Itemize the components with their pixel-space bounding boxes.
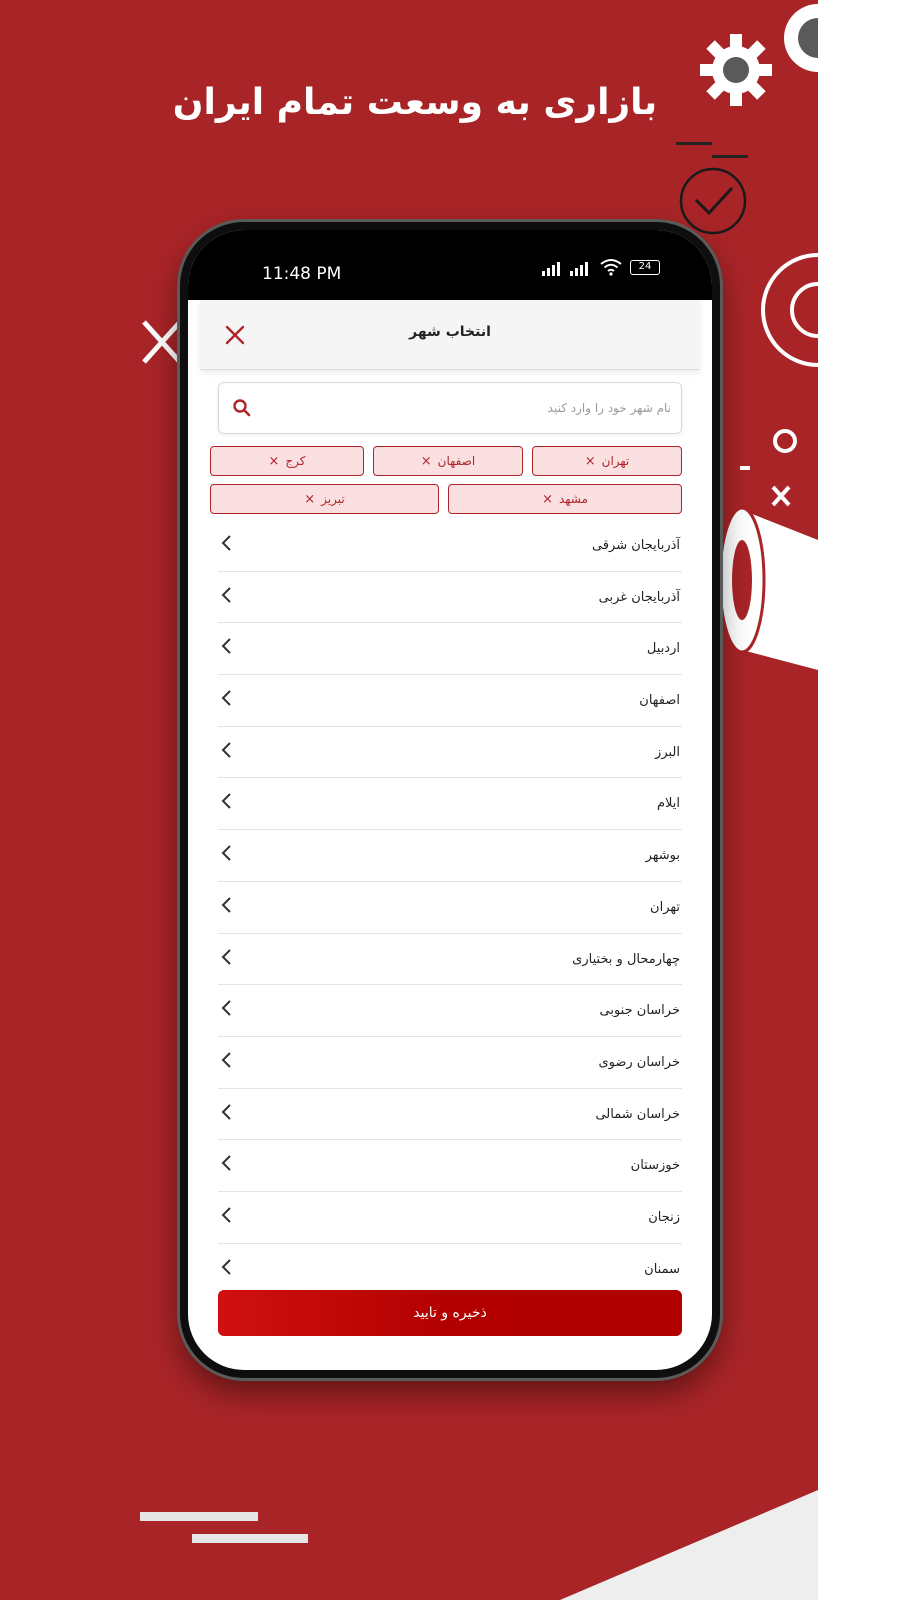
province-item[interactable] [218, 882, 682, 934]
province-label: خراسان جنوبی [599, 1003, 680, 1019]
signal-icon [570, 260, 592, 276]
province-label: زنجان [648, 1209, 680, 1225]
province-item[interactable] [218, 1089, 682, 1141]
remove-chip-icon[interactable]: × [304, 492, 316, 507]
background-white-strip [818, 0, 900, 1600]
chevron-left-icon [220, 1154, 234, 1172]
decor-line [140, 1512, 258, 1521]
province-item[interactable] [218, 830, 682, 882]
chevron-left-icon [220, 689, 234, 707]
province-label: خوزستان [630, 1158, 680, 1174]
province-label: آذربایجان غربی [598, 589, 680, 605]
search-input[interactable] [263, 391, 671, 425]
remove-chip-icon[interactable]: × [420, 454, 432, 469]
battery-level: 24 [638, 261, 652, 272]
selected-city-chip[interactable] [532, 446, 682, 476]
chip-label: کرج [285, 454, 306, 468]
chevron-left-icon [220, 844, 234, 862]
province-label: تهران [650, 899, 680, 915]
chip-label: تبریز [321, 492, 345, 506]
province-label: ایلام [656, 796, 680, 812]
gear-icon [770, 0, 818, 90]
x-mark-icon [140, 318, 184, 366]
selected-city-chip[interactable] [373, 446, 523, 476]
city-picker-screen [200, 300, 700, 1340]
province-label: چهارمحال و بختیاری [572, 951, 680, 967]
battery-icon [630, 260, 660, 275]
province-label: سمنان [644, 1261, 680, 1277]
province-item[interactable] [218, 623, 682, 675]
province-item[interactable] [218, 1037, 682, 1089]
chevron-left-icon [220, 1051, 234, 1069]
remove-chip-icon[interactable]: × [542, 492, 553, 507]
page-title: انتخاب شهر [409, 324, 491, 340]
phone-frame [180, 222, 720, 1378]
province-label: آذربایجان شرقی [591, 538, 680, 553]
selected-city-chip[interactable] [210, 484, 439, 514]
decor-dash [676, 142, 712, 145]
signal-icon [542, 260, 564, 276]
selected-cities-row [218, 446, 682, 476]
status-bar [188, 230, 712, 300]
close-icon[interactable] [220, 320, 250, 350]
selected-city-chip[interactable] [210, 446, 364, 476]
province-item[interactable] [218, 675, 682, 727]
decor-dash [712, 155, 748, 158]
selected-cities-row [218, 484, 682, 514]
province-list [218, 520, 682, 1280]
province-label: خراسان شمالی [595, 1106, 680, 1122]
chevron-left-icon [220, 896, 234, 914]
province-label: اصفهان [639, 693, 680, 709]
gear-icon [696, 30, 776, 110]
chip-label: مشهد [558, 492, 588, 506]
chevron-left-icon [220, 741, 234, 759]
background-corner-wedge [560, 1490, 818, 1600]
province-item[interactable] [218, 520, 682, 572]
province-item[interactable] [218, 572, 682, 624]
province-item[interactable] [218, 1192, 682, 1244]
gear-outline-icon [740, 236, 818, 384]
status-icons [542, 260, 672, 284]
remove-chip-icon[interactable]: × [584, 454, 596, 469]
province-item[interactable] [218, 778, 682, 830]
province-label: اردبیل [646, 641, 680, 657]
phone-screen [188, 230, 712, 1370]
wifi-icon [600, 258, 622, 276]
headline: بازاری به وسعت تمام ایران [172, 82, 658, 123]
chevron-left-icon [220, 1103, 234, 1121]
search-box [218, 382, 682, 434]
chip-label: اصفهان [437, 454, 476, 468]
province-item[interactable] [218, 985, 682, 1037]
province-item[interactable] [218, 1140, 682, 1192]
circle-outline-icon [770, 426, 800, 456]
megaphone-icon [712, 500, 818, 676]
chevron-left-icon [220, 999, 234, 1017]
province-label: بوشهر [645, 848, 680, 864]
app-bar [200, 300, 700, 370]
chevron-left-icon [220, 792, 234, 810]
chevron-left-icon [220, 1258, 234, 1276]
province-item[interactable] [218, 727, 682, 779]
chevron-left-icon [220, 948, 234, 966]
province-item[interactable] [218, 934, 682, 986]
decor-line [192, 1534, 308, 1543]
chevron-left-icon [220, 1206, 234, 1224]
remove-chip-icon[interactable]: × [268, 454, 280, 469]
search-icon[interactable] [231, 397, 253, 419]
decor-dash [740, 466, 750, 470]
selected-city-chip[interactable] [448, 484, 682, 514]
province-item[interactable] [218, 1244, 682, 1280]
save-button[interactable]: ذخیره و تایید [218, 1290, 682, 1336]
chevron-left-icon [220, 586, 234, 604]
chip-label: تهران [601, 454, 630, 468]
province-label: البرز [655, 744, 680, 760]
province-label: خراسان رضوی [598, 1054, 680, 1070]
chevron-left-icon [220, 534, 234, 552]
status-time: 11:48 PM [262, 264, 342, 284]
check-circle-icon [678, 166, 748, 236]
chevron-left-icon [220, 637, 234, 655]
